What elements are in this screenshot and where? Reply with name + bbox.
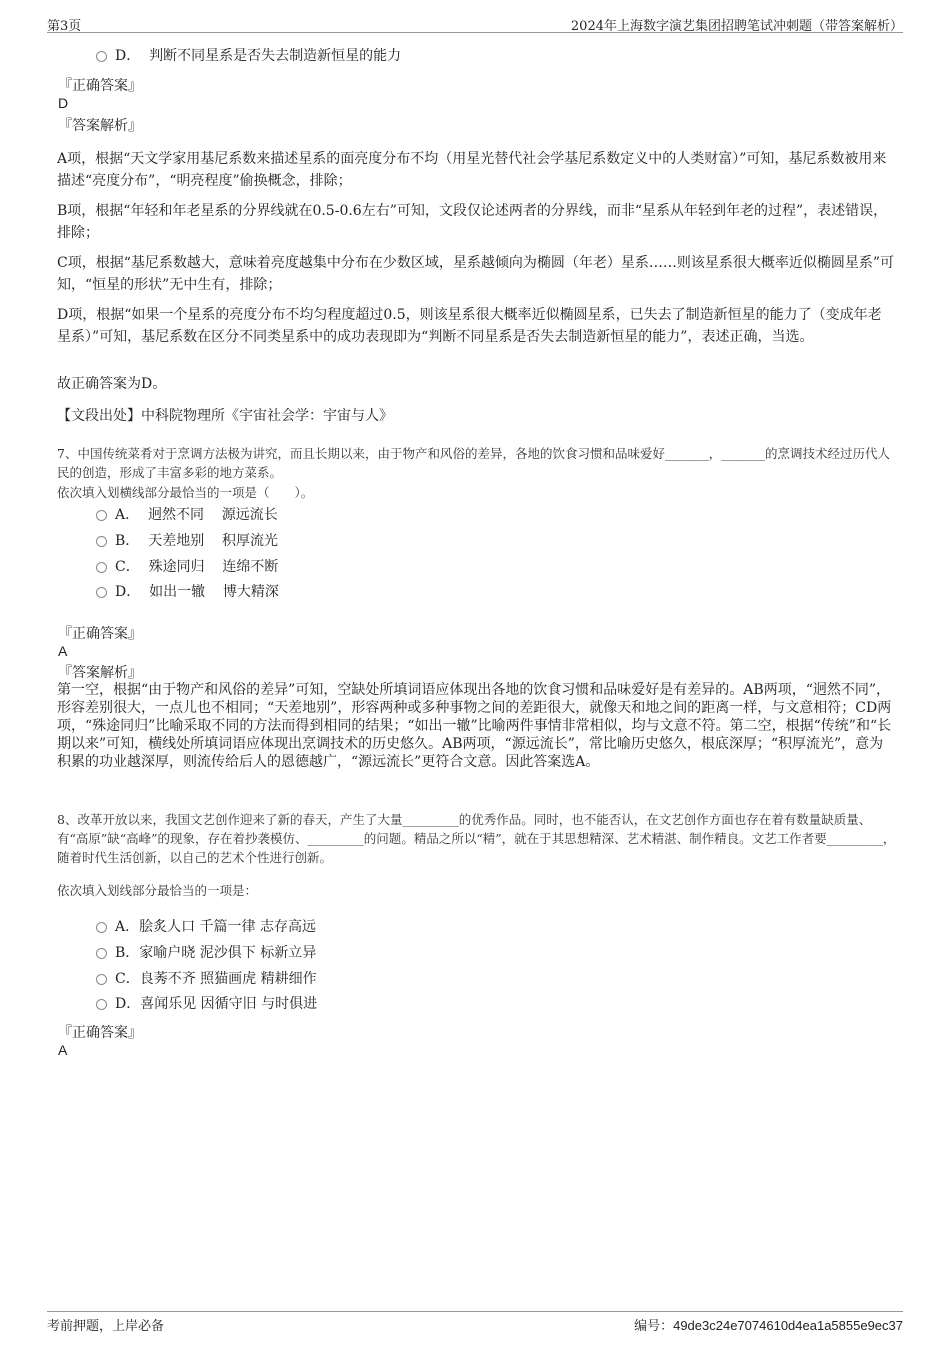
page-number: 第3页: [47, 19, 82, 34]
q6-analysis-a: A项，根据“天文学家用基尼系数来描述星系的面亮度分布不均（用星光替代社会学基尼系数定义中的人类财富）”可知，基尼系数被用来描述“亮度分布”，“明亮程度”偷换概念，排除；: [57, 151, 887, 189]
q6-analysis-c: C项，根据“基尼系数越大，意味着亮度越集中分布在少数区域，星系越倾向为椭圆（年老）星系……则该星系很大概率近似椭圆星系”可知，“恒星的形状”无中生有，排除；: [57, 255, 895, 293]
document-code: 编号：49de3c24e7074610d4ea1a5855e9ec37: [634, 1318, 903, 1334]
radio-icon[interactable]: [96, 562, 107, 573]
q6-source: 【文段出处】中科院物理所《宇宙社会学：宇宙与人》: [57, 408, 393, 424]
q6-answer-label: 『正确答案』: [58, 78, 142, 94]
q6-analysis-b: B项，根据“年轻和年老星系的分界线就在0.5-0.6左右”可知，文段仅论述两者的分界线，而非“星系从年轻到年老的过程”，表述错误，排除；: [57, 203, 888, 241]
q6-answer: D: [58, 95, 69, 111]
document-title: 2024年上海数字演艺集团招聘笔试冲刺题（带答案解析）: [570, 19, 903, 34]
q7-answer: A: [58, 643, 68, 659]
q7-analysis: 第一空，根据“由于物产和风俗的差异”可知，空缺处所填词语应体现出各地的饮食习惯和品味爱好是有差异的。AB两项，“迥然不同”，形容差别很大，一点儿也不相同；“天差地别”，形容两种或多种事物之间的差距很大，就像天和地之间的距离一样，与文意相符；CD两项，“殊途同归”比喻采取不同的方法而得到相同的结果；“如出一辙”比喻两件事情非常相似，均与文意不符。第二空，根据“传统”和“长期以来”可知，横线处所填词语应体现出烹调技术的历史悠久。AB两项，“源远流长”，常比喻历史悠久，根底深厚；“积厚流光”，意为积累的功业越深厚，则流传给后人的恩德越广，“源远流长”更符合文意。因此答案选A。: [57, 682, 892, 770]
page-header: [47, 14, 903, 33]
radio-icon[interactable]: [96, 999, 107, 1010]
q7-stem: 7、中国传统菜肴对于烹调方法极为讲究，而且长期以来，由于物产和风俗的差异，各地的饮食习惯和品味爱好_______，_______的烹调技术经过历代人民的创造，形成了丰富多彩的地方菜系。: [57, 446, 890, 480]
radio-icon[interactable]: [96, 587, 107, 598]
radio-icon[interactable]: [96, 536, 107, 547]
radio-icon[interactable]: [96, 510, 107, 521]
radio-icon[interactable]: [96, 948, 107, 959]
radio-icon[interactable]: [96, 922, 107, 933]
q6-conclusion: 故正确答案为D。: [57, 376, 167, 392]
radio-icon[interactable]: [96, 974, 107, 985]
q7-answer-label: 『正确答案』: [58, 626, 142, 642]
q8-answer: A: [58, 1042, 68, 1058]
q8-prompt: 依次填入划线部分最恰当的一项是：: [57, 883, 258, 898]
q7-prompt: 依次填入划横线部分最恰当的一项是（ ）。: [57, 485, 314, 500]
q6-analysis-d: D项，根据“如果一个星系的亮度分布不均匀程度超过0.5，则该星系很大概率近似椭圆星系，已失去了制造新恒星的能力了（变成年老星系）”可知，基尼系数在区分不同类星系中的成功表现即为“判断不同星系是否失去制造新恒星的能力”，表述正确，当选。: [57, 307, 882, 345]
radio-icon[interactable]: [96, 51, 107, 62]
q8-stem: 8、改革开放以来，我国文艺创作迎来了新的春天，产生了大量_________的优秀作品。同时，也不能否认，在文艺创作方面也存在着有数量缺质量、有“高原”缺“高峰”的现象，存在着抄袭模仿、_________的问题。精品之所以“精”，就在于其思想精深、艺术精湛、制作精良。文艺工作者要_________，随着时代生活创新，以自己的艺术个性进行创新。: [57, 812, 896, 865]
q7-analysis-label: 『答案解析』: [58, 665, 142, 681]
footer-slogan: 考前押题，上岸必备: [47, 1319, 165, 1334]
q6-analysis-label: 『答案解析』: [58, 118, 142, 134]
page-footer: [47, 1311, 903, 1334]
q8-answer-label: 『正确答案』: [58, 1025, 142, 1041]
